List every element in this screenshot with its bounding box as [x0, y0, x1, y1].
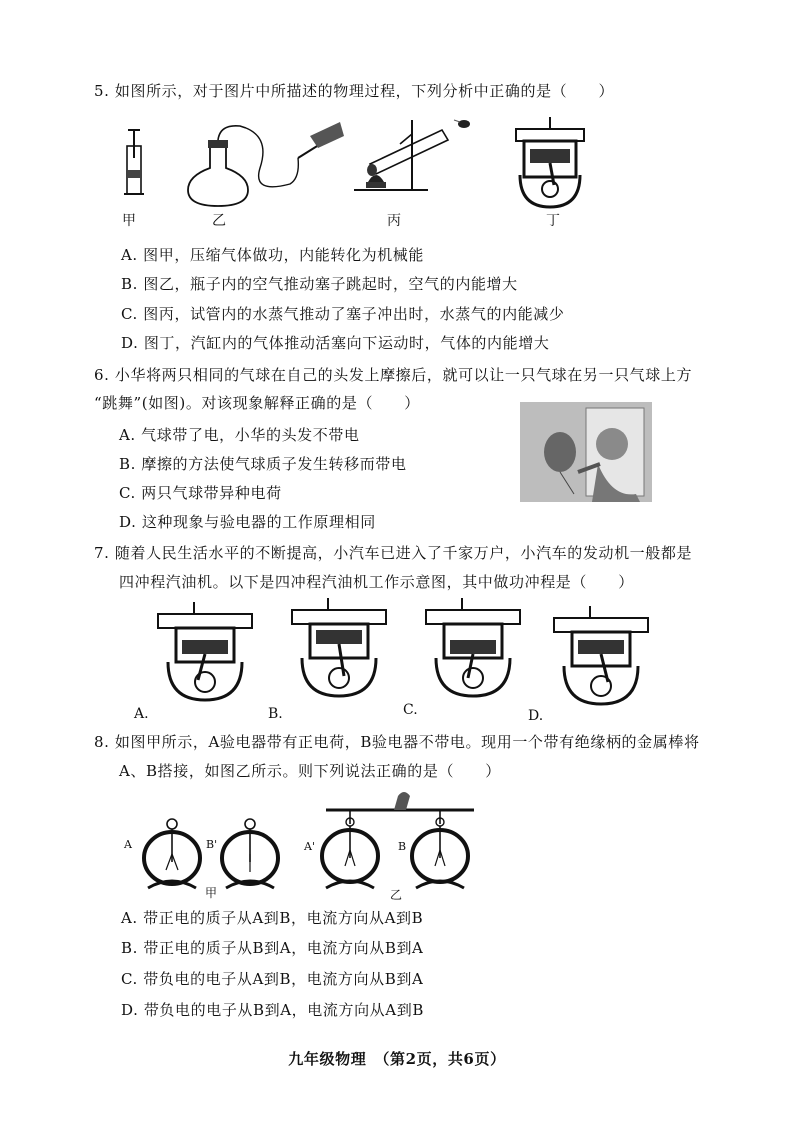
q6-stem-line2: “跳舞”(如图)。对该现象解释正确的是（ ）	[94, 394, 420, 412]
q8-label-a-yi: A'	[304, 840, 315, 853]
q6-option-c: C. 两只气球带异种电荷	[119, 484, 282, 502]
q8-stem-line2: A、B搭接，如图乙所示。则下列说法正确的是（ ）	[119, 762, 501, 780]
q8-fig-jia-electroscope-a	[140, 818, 210, 890]
q6-option-b: B. 摩擦的方法使气球质子发生转移而带电	[119, 455, 407, 473]
q7-label-c: C.	[403, 702, 418, 718]
q8-label-yi: 乙	[390, 888, 403, 902]
q8-stem-line1: 8. 如图甲所示，A验电器带有正电荷，B验电器不带电。现用一个带有绝缘柄的金属棒将	[94, 733, 700, 751]
page-footer: 九年级物理 （第2页，共6页）	[288, 1050, 506, 1068]
q8-option-a: A. 带正电的质子从A到B，电流方向从A到B	[121, 909, 424, 927]
q6-option-d: D. 这种现象与验电器的工作原理相同	[119, 513, 376, 531]
q8-label-a-jia: A	[124, 838, 132, 851]
q8-fig-jia-electroscope-b	[218, 818, 288, 890]
q5-option-c: C. 图丙，试管内的水蒸气推动了塞子冲出时，水蒸气的内能减少	[121, 305, 565, 323]
q6-stem-line1: 6. 小华将两只相同的气球在自己的头发上摩擦后，就可以让一只气球在另一只气球上方	[94, 366, 693, 384]
q8-fig-yi-connected	[314, 784, 484, 892]
q8-option-c: C. 带负电的电子从A到B，电流方向从B到A	[121, 970, 424, 988]
q6-option-a: A. 气球带了电，小华的头发不带电	[119, 426, 360, 444]
q6-photo-balloon	[520, 402, 652, 502]
q5-fig-testtube	[350, 110, 480, 200]
q5-fig-engine	[510, 115, 590, 210]
q5-label-yi: 乙	[212, 213, 226, 229]
q7-engine-a	[150, 600, 260, 705]
q5-label-jia: 甲	[122, 213, 136, 229]
q8-label-jia: 甲	[205, 886, 218, 900]
q5-fig-syringe	[120, 128, 150, 200]
q5-fig-flask	[180, 118, 345, 208]
q7-engine-b	[284, 596, 394, 701]
q5-option-b: B. 图乙，瓶子内的空气推动塞子跳起时，空气的内能增大	[121, 275, 518, 293]
q8-option-b: B. 带正电的质子从B到A，电流方向从B到A	[121, 939, 424, 957]
q7-label-d: D.	[528, 708, 544, 724]
q8-label-b-jia: B'	[206, 838, 218, 851]
q5-label-bing: 丙	[387, 213, 401, 229]
q7-stem-line2: 四冲程汽油机。以下是四冲程汽油机工作示意图，其中做功冲程是（ ）	[119, 573, 634, 591]
q7-engine-d	[546, 604, 656, 709]
q5-label-ding: 丁	[546, 213, 560, 229]
q7-engine-c	[418, 596, 528, 701]
q7-stem-line1: 7. 随着人民生活水平的不断提高，小汽车已进入了千家万户，小汽车的发动机一般都是	[94, 544, 693, 562]
q5-option-d: D. 图丁，汽缸内的气体推动活塞向下运动时，气体的内能增大	[121, 334, 550, 352]
q8-label-b-yi: B	[398, 840, 407, 853]
q5-option-a: A. 图甲，压缩气体做功，内能转化为机械能	[121, 246, 424, 264]
q7-label-a: A.	[134, 706, 149, 722]
q5-stem: 5. 如图所示，对于图片中所描述的物理过程，下列分析中正确的是（ ）	[94, 82, 615, 100]
q8-option-d: D. 带负电的电子从B到A，电流方向从A到B	[121, 1001, 424, 1019]
q7-label-b: B.	[268, 706, 283, 722]
